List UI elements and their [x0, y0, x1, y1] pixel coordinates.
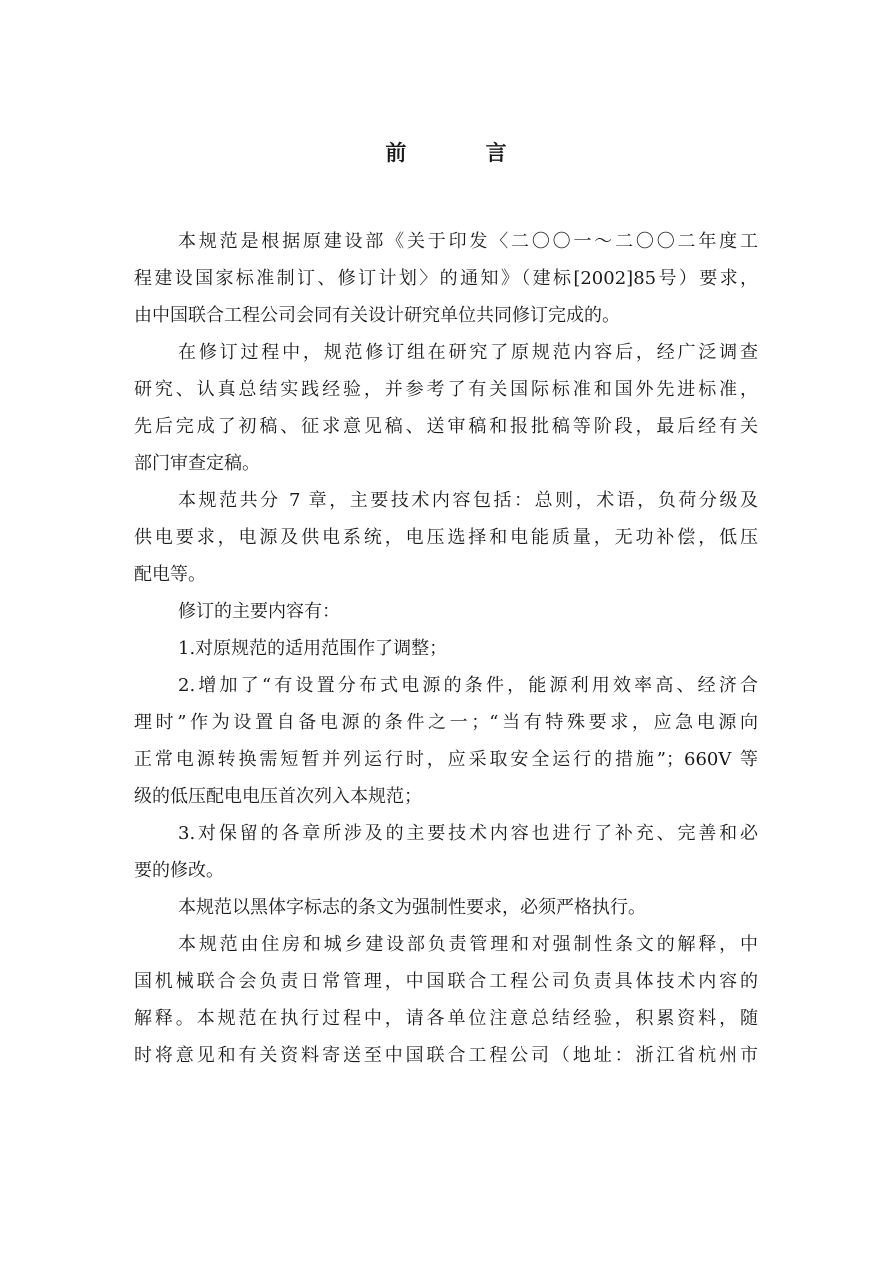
text-line: 正常电源转换需短暂并列运行时，应采取安全运行的措施”；660V 等 — [134, 749, 758, 770]
text-line: 在修订过程中，规范修订组在研究了原规范内容后，经广泛调查 — [178, 342, 758, 363]
text-line: 本规范由住房和城乡建设部负责管理和对强制性条文的解释，中 — [178, 934, 758, 955]
text-line: 本规范是根据原建设部《关于印发〈二〇〇一～二〇〇二年度工 — [178, 231, 758, 252]
text-line: 2.增加了“有设置分布式电源的条件，能源利用效率高、经济合 — [178, 675, 758, 696]
text-line: 理时”作为设置自备电源的条件之一；“当有特殊要求，应急电源向 — [134, 712, 758, 733]
text-line: 3.对保留的各章所涉及的主要技术内容也进行了补充、完善和必 — [178, 823, 758, 844]
text-line: 解释。本规范在执行过程中，请各单位注意总结经验，积累资料，随 — [134, 1008, 758, 1029]
text-line: 1.对原规范的适用范围作了调整； — [178, 638, 448, 659]
text-line: 部门审查定稿。 — [134, 453, 260, 474]
text-line: 研究、认真总结实践经验，并参考了有关国际标准和国外先进标准， — [134, 379, 758, 400]
text-line: 先后完成了初稿、征求意见稿、送审稿和报批稿等阶段，最后经有关 — [134, 416, 758, 437]
text-line: 本规范共分 7 章，主要技术内容包括：总则，术语，负荷分级及 — [178, 490, 758, 511]
text-line: 程建设国家标准制订、修订计划〉的通知》（建标[2002]85号）要求， — [134, 268, 758, 289]
text-line: 时将意见和有关资料寄送至中国联合工程公司（地址：浙江省杭州市 — [134, 1045, 758, 1066]
text-line: 配电等。 — [134, 564, 206, 585]
text-line: 级的低压配电电压首次列入本规范； — [134, 786, 422, 807]
text-line: 由中国联合工程公司会同有关设计研究单位共同修订完成的。 — [134, 305, 620, 326]
text-line: 修订的主要内容有： — [178, 601, 340, 622]
page-title: 前 言 — [385, 141, 543, 165]
text-line: 供电要求，电源及供电系统，电压选择和电能质量，无功补偿，低压 — [134, 527, 758, 548]
text-line: 本规范以黑体字标志的条文为强制性要求，必须严格执行。 — [178, 897, 646, 918]
text-line: 要的修改。 — [134, 860, 224, 881]
text-line: 国机械联合会负责日常管理，中国联合工程公司负责具体技术内容的 — [134, 971, 758, 992]
document-body — [134, 223, 758, 1074]
